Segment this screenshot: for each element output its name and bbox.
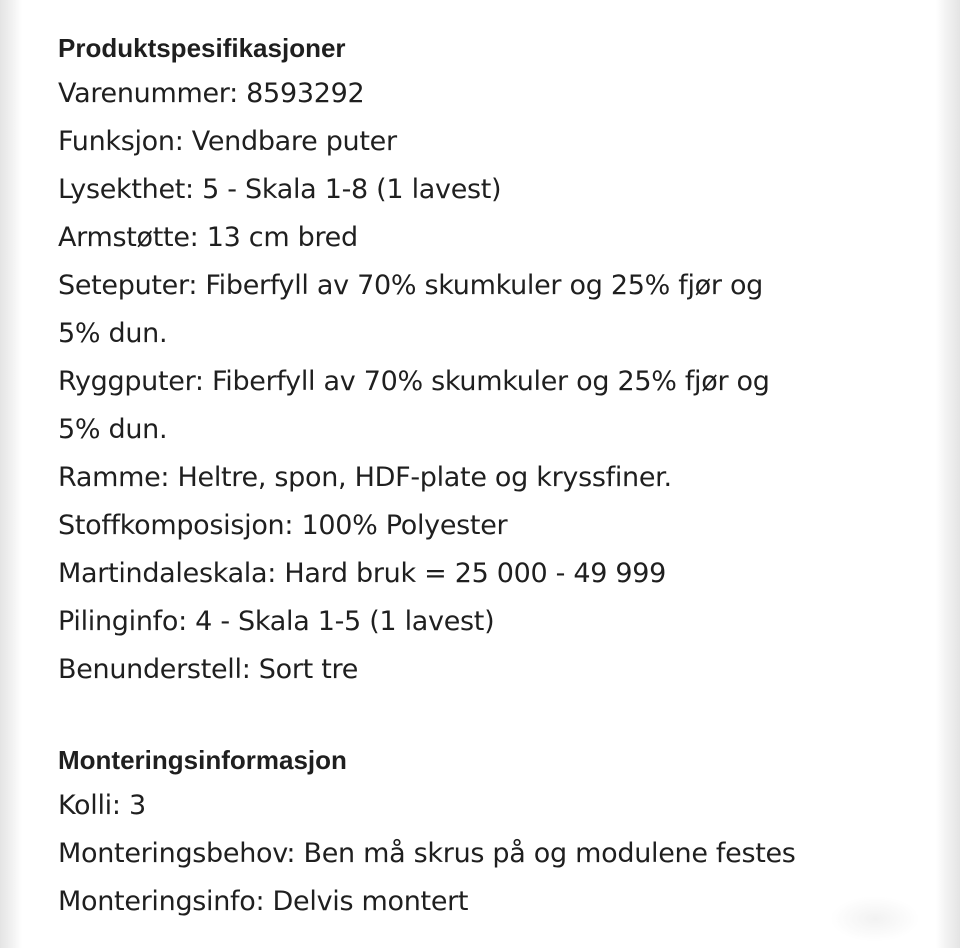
spec-item-martindale-scale: Martindaleskala: Hard bruk = 25 000 - 49 999 — [58, 558, 667, 589]
assembly-item-packages: Kolli: 3 — [58, 790, 146, 821]
assembly-item-info: Monteringsinfo: Delvis montert — [58, 886, 469, 917]
left-page-edge — [0, 0, 22, 948]
assembly-item-requirements: Monteringsbehov: Ben må skrus på og modulene festes — [58, 838, 796, 869]
product-details-panel — [58, 26, 918, 926]
spec-item-seat-cushions: Seteputer: Fiberfyll av 70% skumkuler og 25% fjør og — [58, 270, 764, 301]
spec-item-frame: Ramme: Heltre, spon, HDF-plate og kryssfiner. — [58, 462, 672, 493]
spec-item-back-cushions-continued: 5% dun. — [58, 414, 168, 445]
assembly-information-section — [58, 738, 918, 926]
product-specifications-section — [58, 26, 918, 694]
section-heading-product-specifications: Produktspesifikasjoner — [58, 33, 346, 63]
spec-item-armrest: Armstøtte: 13 cm bred — [58, 222, 358, 253]
section-spacer — [58, 694, 918, 738]
spec-item-function: Funksjon: Vendbare puter — [58, 126, 397, 157]
spec-item-base-frame: Benunderstell: Sort tre — [58, 654, 359, 685]
spec-item-seat-cushions-continued: 5% dun. — [58, 318, 168, 349]
right-page-edge — [936, 0, 960, 948]
spec-item-back-cushions: Ryggputer: Fiberfyll av 70% skumkuler og 25% fjør og — [58, 366, 770, 397]
spec-item-article-number: Varenummer: 8593292 — [58, 78, 365, 109]
spec-item-fabric-composition: Stoffkomposisjon: 100% Polyester — [58, 510, 508, 541]
spec-item-light-fastness: Lysekthet: 5 - Skala 1-8 (1 lavest) — [58, 174, 502, 205]
section-heading-assembly-information: Monteringsinformasjon — [58, 745, 347, 775]
spec-item-pilling-info: Pilinginfo: 4 - Skala 1-5 (1 lavest) — [58, 606, 495, 637]
floating-overlay-shadow — [830, 896, 920, 942]
